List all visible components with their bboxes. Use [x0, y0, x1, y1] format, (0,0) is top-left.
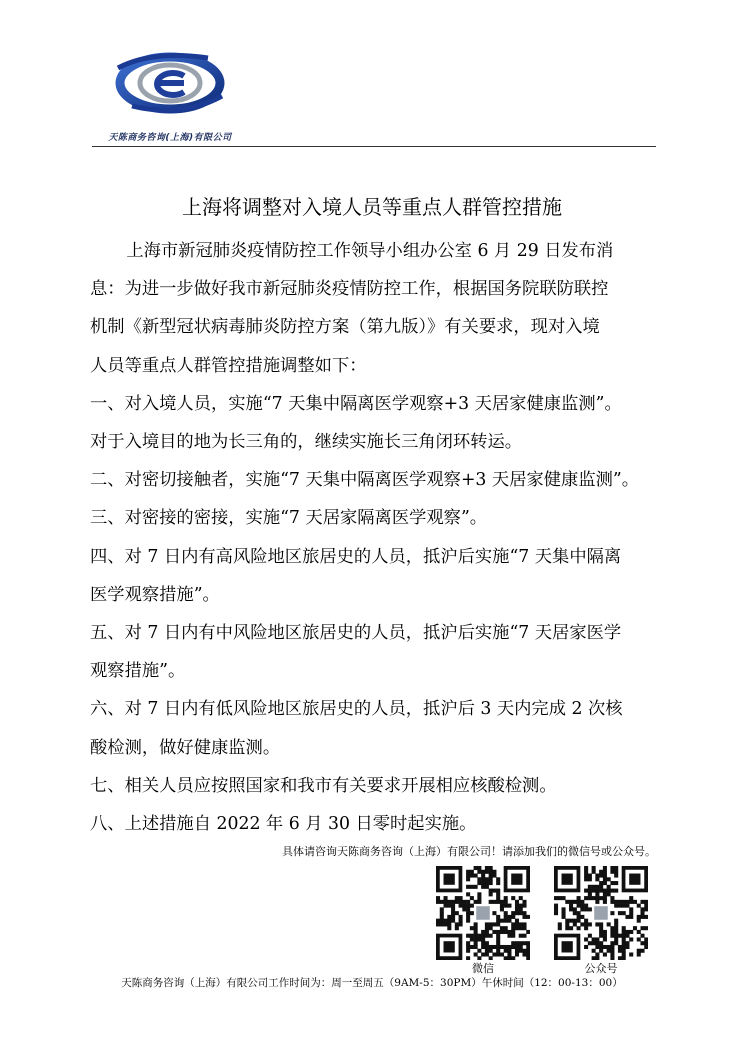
notice-line: 人员等重点人群管控措施调整如下： [90, 355, 367, 376]
notice-line: 机制《新型冠状病毒肺炎防控方案（第九版）》有关要求，现对入境 [90, 317, 600, 338]
contact-text: 具体请咨询天陈商务咨询（上海）有限公司！请添加我们的微信号或公众号。 [282, 845, 656, 858]
notice-line: 二、对密切接触者，实施“7 天集中隔离医学观察+3 天居家健康监测”。 [90, 470, 640, 491]
notice-title: 上海将调整对入境人员等重点人群管控措施 [182, 195, 562, 219]
notice-line: 酸检测，做好健康监测。 [90, 737, 281, 758]
notice-line: 一、对入境人员，实施“7 天集中隔离医学观察+3 天居家健康监测”。 [90, 393, 622, 414]
official-account-qr-code-icon [554, 866, 648, 960]
notice-body [90, 232, 670, 843]
notice-line: 上海市新冠肺炎疫情防控工作领导小组办公室 6 月 29 日发布消 [126, 241, 614, 261]
header-divider [92, 146, 656, 147]
notice-line: 三、对密接的密接，实施“7 天居家隔离医学观察”。 [90, 508, 488, 529]
notice-line: 四、对 7 日内有高风险地区旅居史的人员，抵沪后实施“7 天集中隔离 [90, 546, 622, 567]
company-logo-icon [112, 40, 228, 126]
qr-label-wechat: 微信 [472, 962, 494, 975]
notice-line: 息：为进一步做好我市新冠肺炎疫情防控工作，根据国务院联防联控 [90, 279, 609, 300]
notice-line: 七、相关人员应按照国家和我市有关要求开展相应核酸检测。 [90, 775, 557, 796]
notice-line: 对于入境目的地为长三角的，继续实施长三角闭环转运。 [90, 432, 523, 453]
notice-line: 五、对 7 日内有中风险地区旅居史的人员，抵沪后实施“7 天居家医学 [90, 623, 622, 644]
notice-line: 八、上述措施自 2022 年 6 月 30 日零时起实施。 [90, 814, 477, 835]
notice-line: 六、对 7 日内有低风险地区旅居史的人员，抵沪后 3 天内完成 2 次核 [90, 699, 623, 720]
wechat-qr-code-icon [436, 866, 530, 960]
company-logo-text: 天陈商务咨询(上海)有限公司 [108, 133, 232, 143]
notice-line: 观察措施”。 [90, 661, 186, 682]
qr-label-official-account: 公众号 [584, 962, 618, 975]
footer-working-hours: 天陈商务咨询（上海）有限公司工作时间为：周一至周五（9AM-5：30PM）午休时间（12：00-13：00） [121, 977, 623, 989]
company-logo [90, 40, 250, 150]
notice-line: 医学观察措施”。 [90, 584, 220, 605]
